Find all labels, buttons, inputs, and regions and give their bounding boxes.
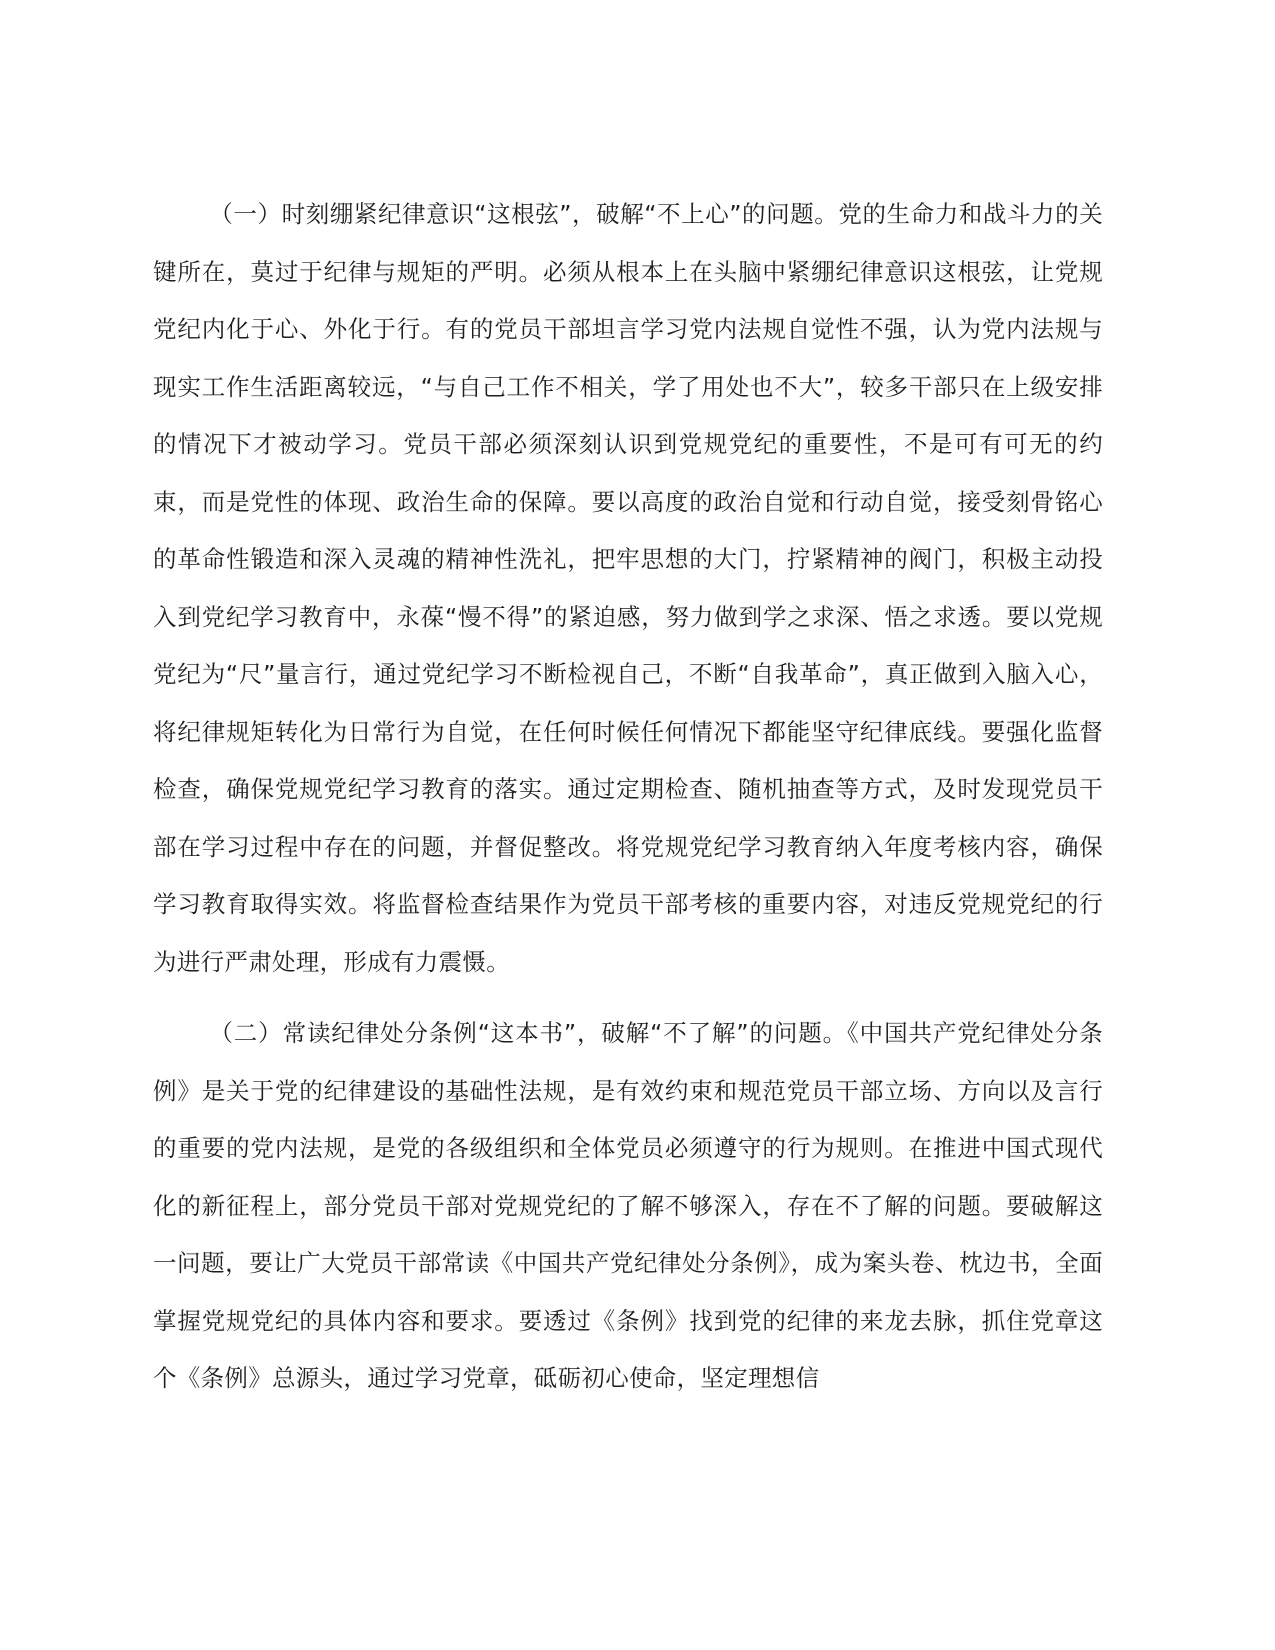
paragraph-2: （二）常读纪律处分条例“这本书”，破解“不了解”的问题。《中国共产党纪律处分条例》是关于党的纪律建设的基础性法规，是有效约束和规范党员干部立场、方向以及言行的重要的党内法规，是党的各级组织和全体党员必须遵守的行为规则。在推进中国式现代化的新征程上，部分党员干部对党规党纪的了解不够深入，存在不了解的问题。要破解这一问题，要让广大党员干部常读《中国共产党纪律处分条例》，成为案头卷、枕边书，全面掌握党规党纪的具体内容和要求。要透过《条例》找到党的纪律的来龙去脉，抓住党章这个《条例》总源头，通过学习党章，砥砺初心使命，坚定理想信 — [153, 1019, 1103, 1392]
document-body — [153, 186, 1103, 1408]
paragraph-1: （一）时刻绷紧纪律意识“这根弦”，破解“不上心”的问题。党的生命力和战斗力的关键所在，莫过于纪律与规矩的严明。必须从根本上在头脑中紧绷纪律意识这根弦，让党规党纪内化于心、外化于行。有的党员干部坦言学习党内法规自觉性不强，认为党内法规与现实工作生活距离较远，“与自己工作不相关，学了用处也不大”，较多干部只在上级安排的情况下才被动学习。党员干部必须深刻认识到党规党纪的重要性，不是可有可无的约束，而是党性的体现、政治生命的保障。要以高度的政治自觉和行动自觉，接受刻骨铭心的革命性锻造和深入灵魂的精神性洗礼，把牢思想的大门，拧紧精神的阀门，积极主动投入到党纪学习教育中，永葆“慢不得”的紧迫感，努力做到学之求深、悟之求透。要以党规党纪为“尺”量言行，通过党纪学习不断检视自己，不断“自我革命”，真正做到入脑入心，将纪律规矩转化为日常行为自觉，在任何时候任何情况下都能坚守纪律底线。要强化监督检查，确保党规党纪学习教育的落实。通过定期检查、随机抽查等方式，及时发现党员干部在学习过程中存在的问题，并督促整改。将党规党纪学习教育纳入年度考核内容，确保学习教育取得实效。将监督检查结果作为党员干部考核的重要内容，对违反党规党纪的行为进行严肃处理，形成有力震慑。 — [153, 200, 1103, 976]
